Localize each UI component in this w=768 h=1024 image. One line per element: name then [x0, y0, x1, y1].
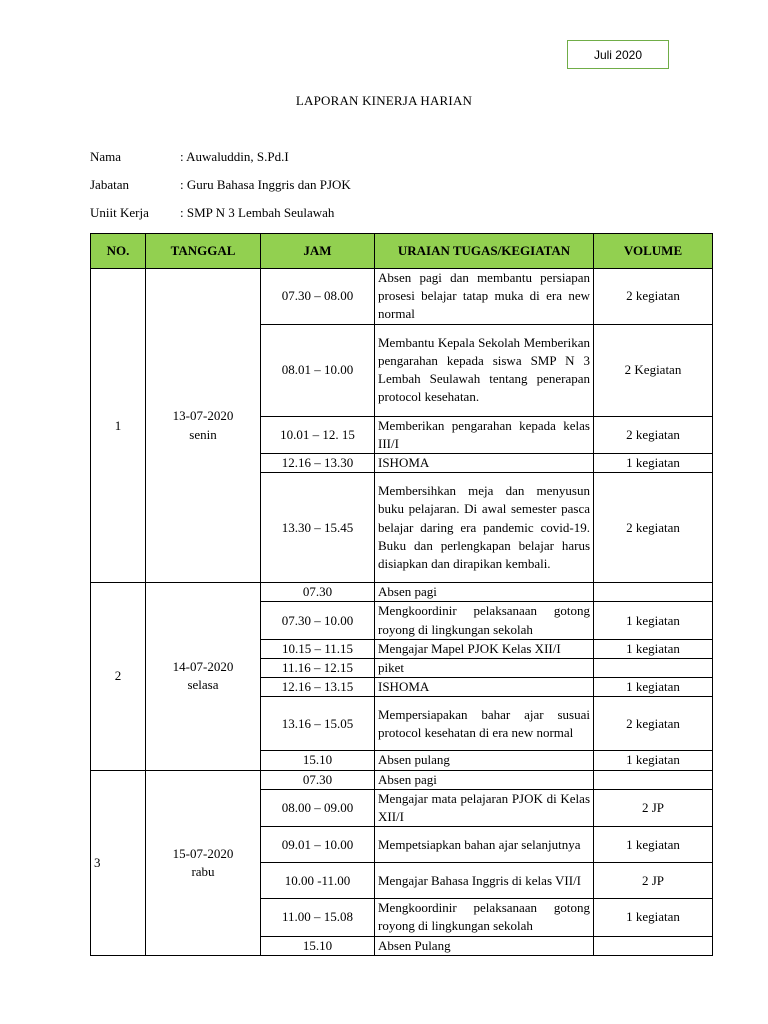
- time-cell: 12.16 – 13.30: [261, 454, 375, 473]
- activity-report-table: [90, 233, 713, 956]
- time-cell: 13.30 – 15.45: [261, 473, 375, 583]
- task-cell: ISHOMA: [375, 454, 594, 473]
- task-cell: Membersihkan meja dan menyusun buku pelajaran. Di awal semester pasca belajar daring era pandemic covid-19. Buku dan perlengkapan belajar harus disiapkan dan dirapikan kembali.: [375, 473, 594, 583]
- row-number: 2: [91, 583, 146, 770]
- volume-cell: 1 kegiatan: [594, 602, 713, 639]
- month-label-box: [567, 40, 669, 69]
- task-cell: Mengajar mata pelajaran PJOK di Kelas XII/I: [375, 789, 594, 826]
- volume-cell: [594, 936, 713, 955]
- volume-cell: 2 kegiatan: [594, 269, 713, 325]
- time-cell: 13.16 – 15.05: [261, 697, 375, 751]
- task-cell: Absen pulang: [375, 751, 594, 770]
- header-uraian: URAIAN TUGAS/KEGIATAN: [375, 234, 594, 269]
- document-title: LAPORAN KINERJA HARIAN: [295, 93, 473, 108]
- task-cell: Absen Pulang: [375, 936, 594, 955]
- info-value: : Guru Bahasa Inggris dan PJOK: [180, 177, 351, 192]
- date-cell: [146, 770, 261, 955]
- volume-cell: [594, 770, 713, 789]
- volume-cell: 1 kegiatan: [594, 639, 713, 658]
- time-cell: 07.30 – 08.00: [261, 269, 375, 325]
- date-cell: [146, 583, 261, 770]
- task-cell: piket: [375, 659, 594, 678]
- volume-cell: 1 kegiatan: [594, 827, 713, 863]
- volume-cell: 2 JP: [594, 789, 713, 826]
- time-cell: 15.10: [261, 751, 375, 770]
- task-cell: Absen pagi dan membantu persiapan prosesi belajar tatap muka di era new normal: [375, 269, 594, 325]
- volume-cell: 1 kegiatan: [594, 899, 713, 936]
- volume-cell: [594, 659, 713, 678]
- volume-cell: 1 kegiatan: [594, 678, 713, 697]
- task-cell: ISHOMA: [375, 678, 594, 697]
- date-value: 13-07-2020: [172, 408, 234, 424]
- volume-cell: 2 kegiatan: [594, 416, 713, 453]
- task-cell: Mempetsiapkan bahan ajar selanjutnya: [375, 827, 594, 863]
- task-cell: Memberikan pengarahan kepada kelas III/I: [375, 416, 594, 453]
- table-header-row: [91, 234, 713, 269]
- volume-cell: 1 kegiatan: [594, 454, 713, 473]
- volume-cell: 2 kegiatan: [594, 473, 713, 583]
- time-cell: 10.00 -11.00: [261, 863, 375, 899]
- header-tanggal: TANGGAL: [146, 234, 261, 269]
- time-cell: 09.01 – 10.00: [261, 827, 375, 863]
- time-cell: 12.16 – 13.15: [261, 678, 375, 697]
- task-cell: Absen pagi: [375, 583, 594, 602]
- header-no: NO.: [91, 234, 146, 269]
- time-cell: 07.30: [261, 770, 375, 789]
- time-cell: 10.01 – 12. 15: [261, 416, 375, 453]
- task-cell: Absen pagi: [375, 770, 594, 789]
- date-value: 14-07-2020: [172, 659, 234, 675]
- volume-cell: [594, 583, 713, 602]
- time-cell: 07.30: [261, 583, 375, 602]
- table-row: [91, 583, 713, 602]
- task-cell: Membantu Kepala Sekolah Memberikan pengarahan kepada siswa SMP N 3 Lembah Seulawah tentang penerapan protocol kesehatan.: [375, 324, 594, 416]
- time-cell: 08.01 – 10.00: [261, 324, 375, 416]
- info-label: Jabatan: [90, 177, 129, 192]
- volume-cell: 2 JP: [594, 863, 713, 899]
- date-value: 15-07-2020: [172, 845, 234, 861]
- day-name: rabu: [191, 863, 215, 879]
- task-cell: Mengkoordinir pelaksanaan gotong royong di lingkungan sekolah: [375, 602, 594, 639]
- table-row: [91, 269, 713, 325]
- time-cell: 11.00 – 15.08: [261, 899, 375, 936]
- date-cell: [146, 269, 261, 583]
- time-cell: 15.10: [261, 936, 375, 955]
- info-value: : SMP N 3 Lembah Seulawah: [180, 205, 335, 220]
- volume-cell: 2 Kegiatan: [594, 324, 713, 416]
- info-label: Uniit Kerja: [90, 205, 149, 220]
- day-name: senin: [189, 426, 217, 442]
- month-label: Juli 2020: [593, 47, 643, 62]
- info-value: : Auwaluddin, S.Pd.I: [180, 149, 289, 164]
- volume-cell: 1 kegiatan: [594, 751, 713, 770]
- task-cell: Mengkoordinir pelaksanaan gotong royong di lingkungan sekolah: [375, 899, 594, 936]
- info-label: Nama: [90, 149, 122, 164]
- task-cell: Mengajar Bahasa Inggris di kelas VII/I: [375, 863, 594, 899]
- volume-cell: 2 kegiatan: [594, 697, 713, 751]
- header-jam: JAM: [261, 234, 375, 269]
- row-number: 3: [91, 770, 146, 955]
- row-number: 1: [91, 269, 146, 583]
- task-cell: Mempersiapakan bahar ajar susuai protocol kesehatan di era new normal: [375, 697, 594, 751]
- table-row: [91, 770, 713, 789]
- task-cell: Mengajar Mapel PJOK Kelas XII/I: [375, 639, 594, 658]
- header-volume: VOLUME: [594, 234, 713, 269]
- time-cell: 11.16 – 12.15: [261, 659, 375, 678]
- time-cell: 08.00 – 09.00: [261, 789, 375, 826]
- time-cell: 07.30 – 10.00: [261, 602, 375, 639]
- time-cell: 10.15 – 11.15: [261, 639, 375, 658]
- day-name: selasa: [187, 677, 219, 693]
